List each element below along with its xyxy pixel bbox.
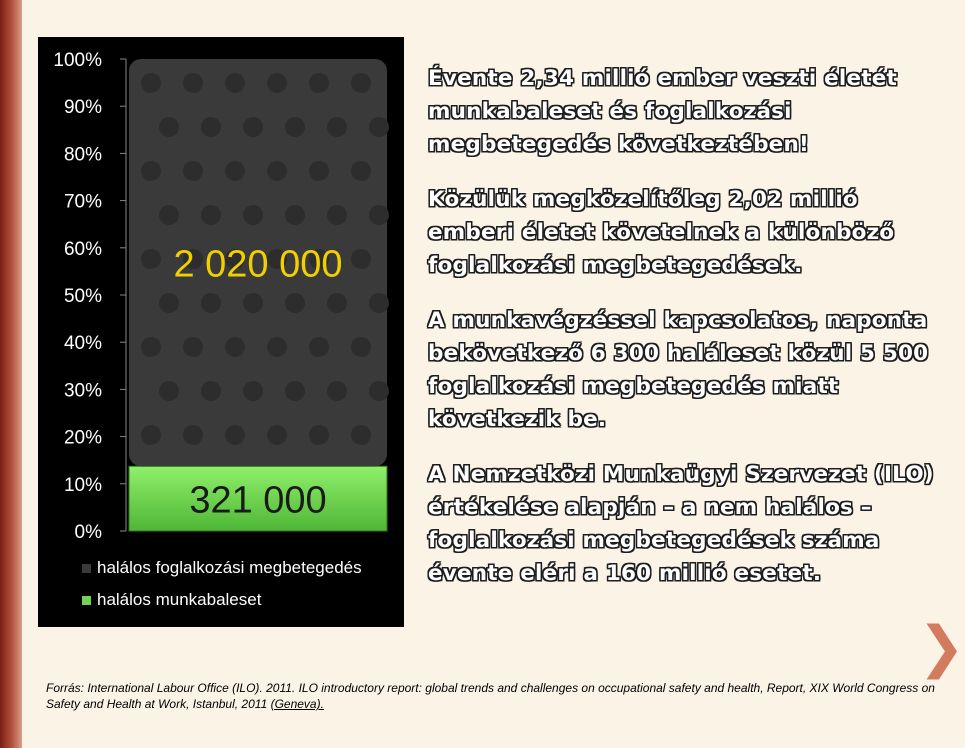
bar-texture-dot: [201, 293, 221, 313]
y-tick-label: 100%: [53, 50, 102, 71]
bar-texture-dot: [309, 161, 329, 181]
bar-texture-dot: [183, 73, 203, 93]
bar-texture-dot: [225, 73, 245, 93]
bar-texture-dot: [369, 117, 389, 137]
bar-texture-dot: [351, 425, 371, 445]
bar-texture-dot: [309, 337, 329, 357]
bar-texture-dot: [183, 425, 203, 445]
bar-texture-dot: [225, 161, 245, 181]
bar-texture-dot: [327, 293, 347, 313]
y-tick-label: 0%: [74, 522, 102, 543]
bar-texture-dot: [141, 161, 161, 181]
bar-texture-dot: [159, 205, 179, 225]
y-tick-label: 50%: [63, 286, 102, 307]
bar-texture-dot: [141, 249, 161, 269]
bar-texture-dot: [369, 293, 389, 313]
bar-texture-dot: [285, 117, 305, 137]
source-suffix: (Geneva).: [270, 697, 324, 711]
bar-texture-dot: [141, 425, 161, 445]
bar-texture-dot: [243, 293, 263, 313]
bar-texture-dot: [267, 161, 287, 181]
y-tick-label: 90%: [63, 97, 102, 119]
bar-texture-dot: [285, 293, 305, 313]
bar-texture-dot: [351, 249, 371, 269]
legend-label: halálos foglalkozási megbetegedés: [97, 558, 362, 577]
bullet-list: [428, 62, 948, 612]
legend-swatch: [82, 596, 91, 605]
bar-texture-dot: [225, 425, 245, 445]
bar-texture-dot: [201, 381, 221, 401]
stacked-bar-chart: [38, 37, 404, 627]
bar-texture-dot: [369, 381, 389, 401]
bar-texture-dot: [159, 381, 179, 401]
y-tick-label: 20%: [63, 427, 102, 449]
bar-texture-dot: [141, 337, 161, 357]
y-tick-label: 80%: [63, 144, 102, 166]
bullet-2: Közülük megközelítőleg 2,02 millió emberi életet követelnek a különböző foglalkozási megbetegedések.: [428, 187, 895, 278]
chevron-right-icon[interactable]: ❯: [918, 615, 965, 680]
bar-texture-dot: [351, 161, 371, 181]
bar-texture-dot: [183, 161, 203, 181]
bar-texture-dot: [267, 337, 287, 357]
y-tick-label: 30%: [63, 380, 102, 402]
y-tick-label: 40%: [63, 333, 102, 355]
bar-texture-dot: [201, 205, 221, 225]
bar-texture-dot: [243, 205, 263, 225]
bar-texture-dot: [243, 117, 263, 137]
bar-texture-dot: [225, 337, 245, 357]
y-tick-label: 10%: [63, 474, 102, 496]
bar-texture-dot: [285, 205, 305, 225]
bar-texture-dot: [351, 337, 371, 357]
y-tick-label: 70%: [63, 191, 102, 213]
legend-swatch: [82, 564, 91, 573]
bar-texture-dot: [201, 117, 221, 137]
bar-texture-dot: [267, 425, 287, 445]
bullet-1: Évente 2,34 millió ember veszti életét munkabaleset és foglalkozási megbetegedés következtében!: [428, 66, 897, 157]
bar-texture-dot: [369, 205, 389, 225]
bar-texture-dot: [327, 117, 347, 137]
bar-texture-dot: [183, 337, 203, 357]
left-accent-strip: [0, 0, 22, 748]
data-label: 321 000: [189, 479, 327, 522]
bar-texture-dot: [159, 117, 179, 137]
data-label: 2 020 000: [173, 243, 343, 286]
bar-texture-dot: [309, 425, 329, 445]
bullet-4: A Nemzetközi Munkaügyi Szervezet (ILO) értékelése alapján – a nem halálos – foglalkozási megbetegedések száma évente eléri a 160 millió esetet.: [428, 462, 934, 586]
bullet-3: A munkavégzéssel kapcsolatos, naponta bekövetkező 6 300 haláleset közül 5 500 foglalkozási megbetegedés miatt következik be.: [428, 308, 929, 432]
source-citation: [46, 680, 958, 712]
bar-texture-dot: [351, 73, 371, 93]
bar-texture-dot: [327, 205, 347, 225]
bar-texture-dot: [267, 73, 287, 93]
chart-svg: [38, 37, 404, 627]
bar-texture-dot: [327, 381, 347, 401]
source-prefix: Forrás: International Labour Office (ILO). 2011. ILO introductory report: global trends and challenges on occupational safety and health, Report, XIX World Congress on Safety and Health at Work, Istanbul, 2011: [46, 681, 935, 711]
bar-texture-dot: [141, 73, 161, 93]
bar-texture-dot: [285, 381, 305, 401]
bar-texture-dot: [243, 381, 263, 401]
bar-texture-dot: [309, 73, 329, 93]
bar-texture-dot: [159, 293, 179, 313]
y-tick-label: 60%: [63, 238, 102, 260]
legend-label: halálos munkabaleset: [97, 590, 262, 609]
